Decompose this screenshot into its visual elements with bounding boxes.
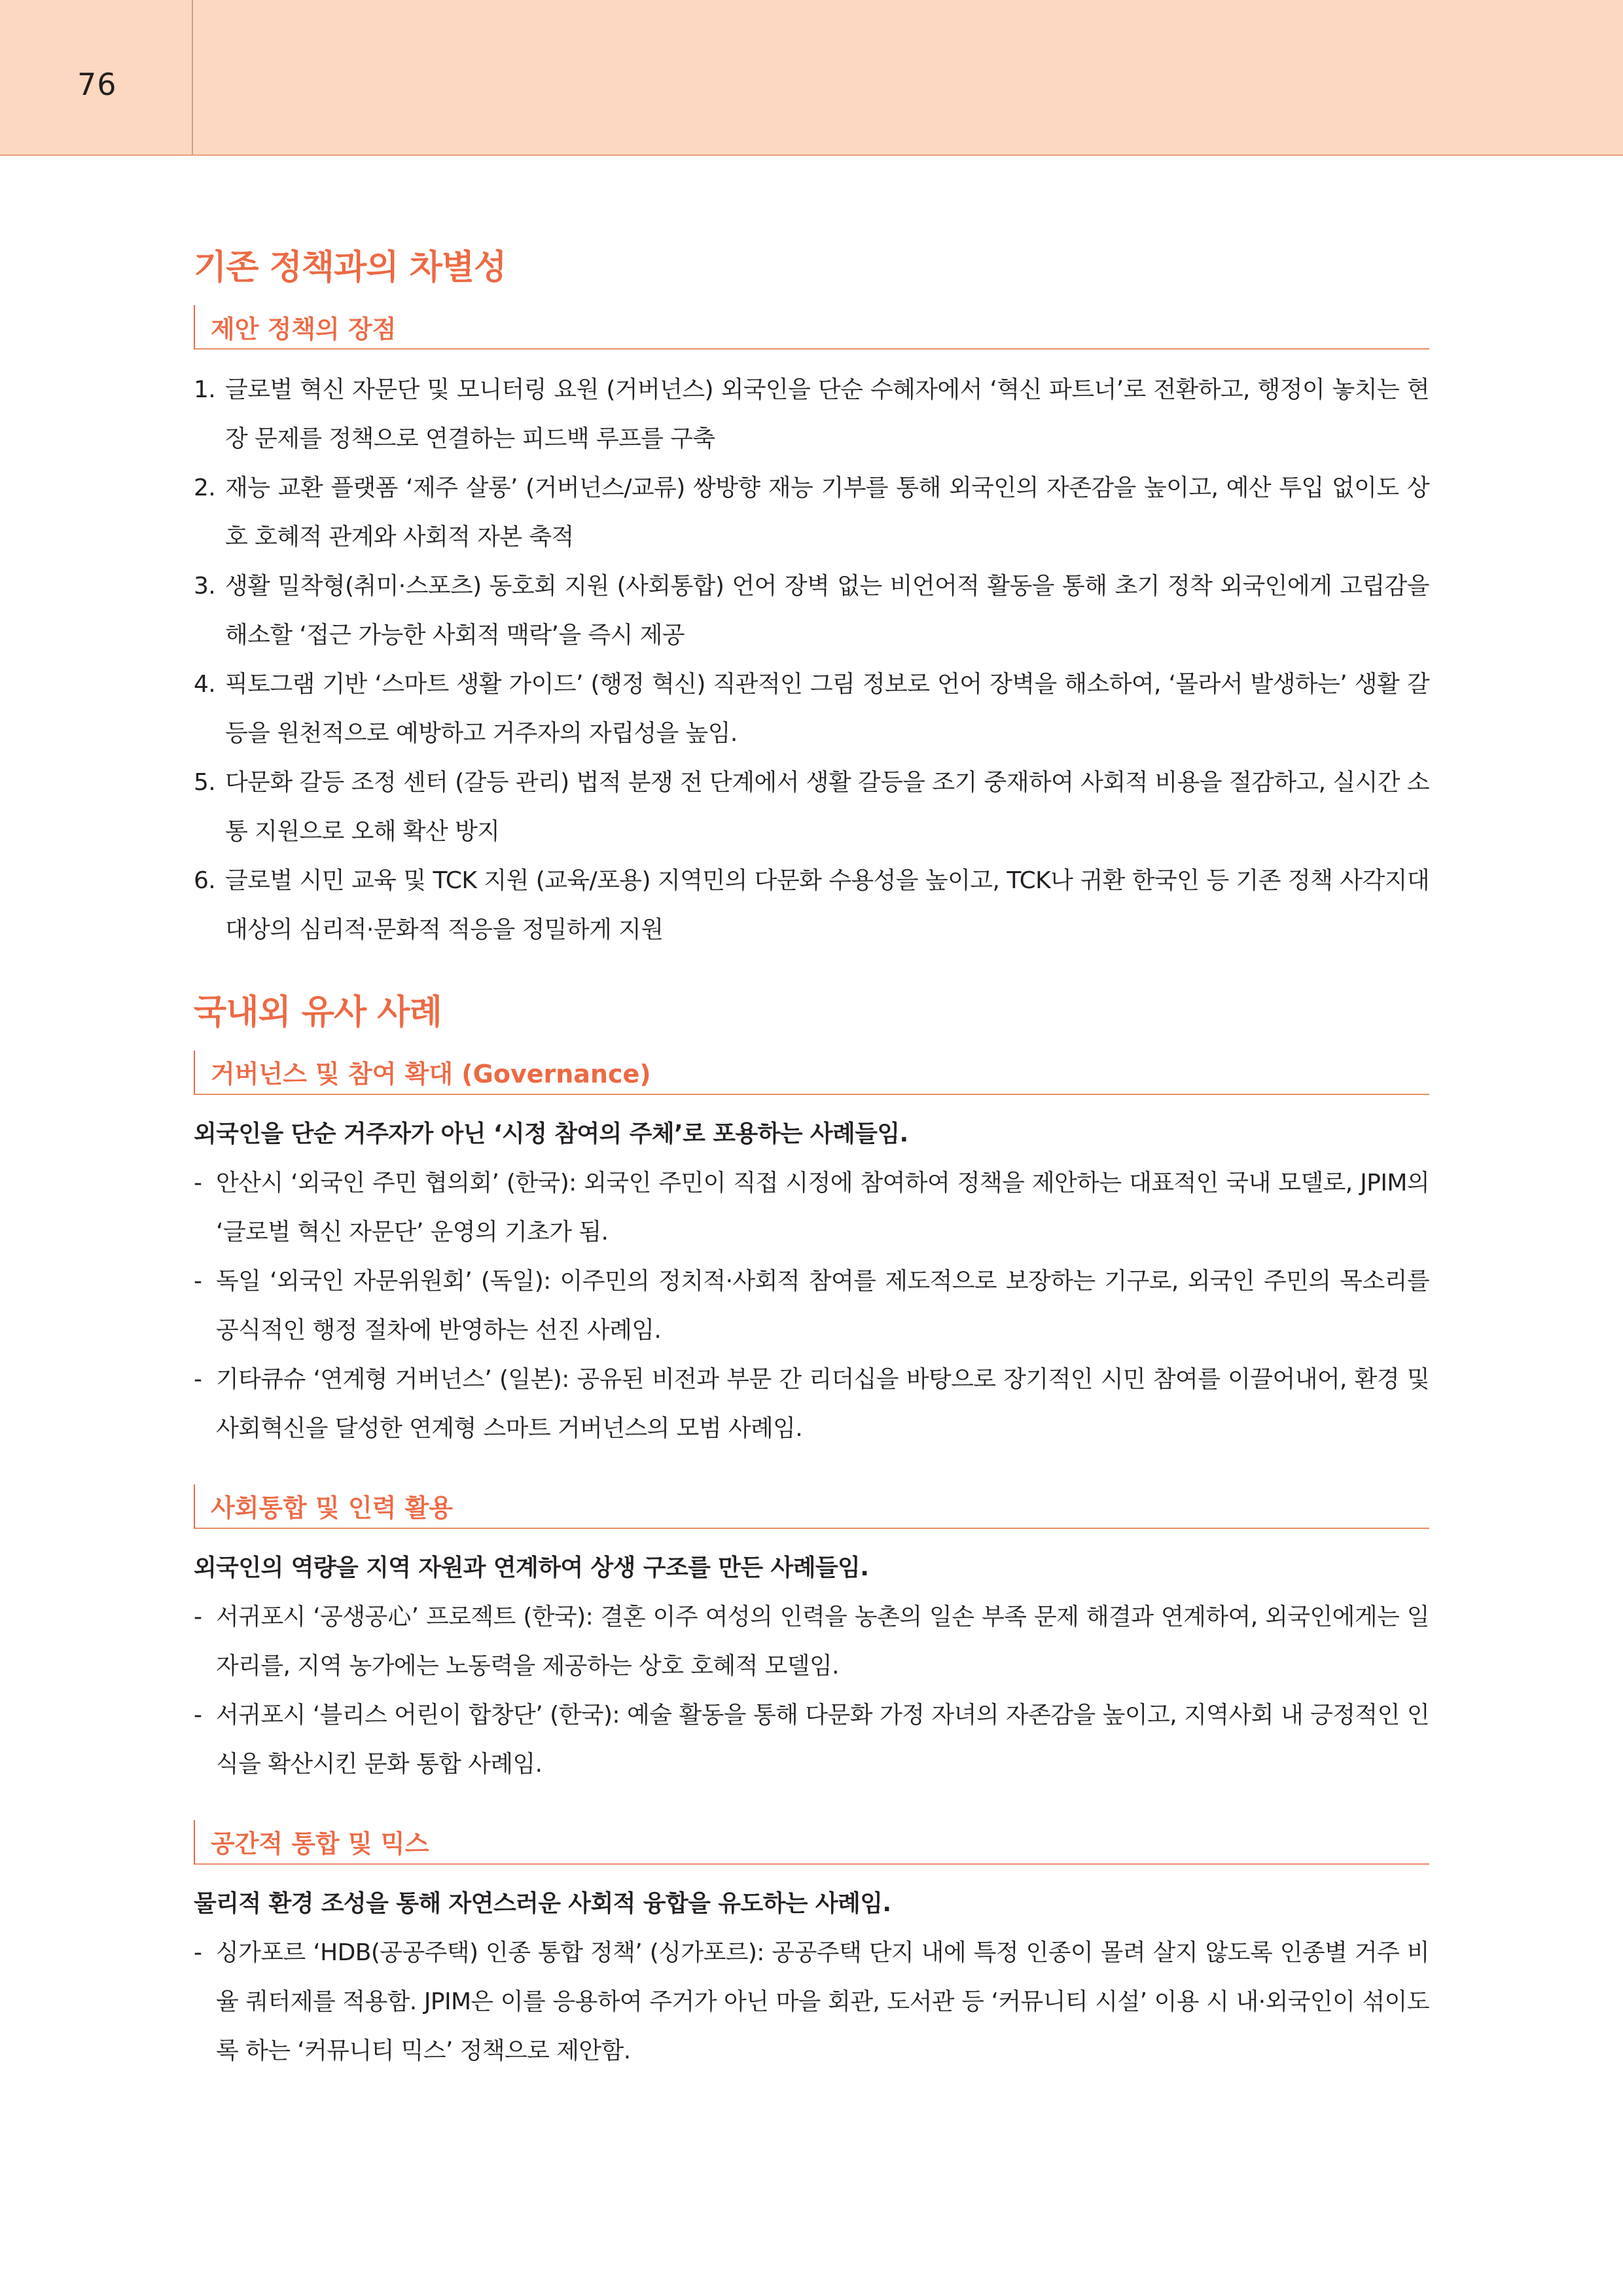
- list-item: - 서귀포시 ‘블리스 어린이 합창단’ (한국): 예술 활동을 통해 다문화 가정 자녀의 자존감을 높이고, 지역사회 내 긍정적인 인식을 확산시킨 문화 통합 사례임.: [194, 1701, 1429, 1778]
- section-title-differentiation: 기존 정책과의 차별성: [194, 248, 507, 287]
- advantages-list: [194, 365, 1429, 954]
- list-item-text: 재능 교환 플랫폼 ‘제주 살롱’ (거버넌스/교류) 쌍방향 재능 기부를 통해 외국인의 자존감을 높이고, 예산 투입 없이도 상호 호혜적 관계와 사회적 자본 축적: [225, 475, 1429, 551]
- list-item: - 싱가포르 ‘HDB(공공주택) 인종 통합 정책’ (싱가포르): 공공주택 단지 내에 특정 인종이 몰려 살지 않도록 인종별 거주 비율 쿼터제를 적용함. JPIM은 이를 응용하여 주거가 아닌 마을 회관, 도서관 등 ‘커뮤니티 시설’ 이용 시 내·외국인이 섞이도록 하는 ‘커뮤니티 믹스’ 정책으로 제안함.: [194, 1939, 1429, 2064]
- list-number: 4.: [194, 671, 216, 698]
- spatial-integration-cases-list: [194, 1928, 1429, 2075]
- lead-sentence: 외국인의 역량을 지역 자원과 연계하여 상생 구조를 만든 사례들임.: [194, 1554, 869, 1581]
- list-item: [194, 365, 1429, 463]
- list-item: - 독일 ‘외국인 자문위원회’ (독일): 이주민의 정치적·사회적 참여를 제도적으로 보장하는 기구로, 외국인 주민의 목소리를 공식적인 행정 절차에 반영하는 선진 사례임.: [194, 1267, 1429, 1344]
- list-item-text: 글로벌 혁신 자문단 및 모니터링 요원 (거버넌스) 외국인을 단순 수혜자에서 ‘혁신 파트너’로 전환하고, 행정이 놓치는 현장 문제를 정책으로 연결하는 피드백 루프를 구축: [225, 376, 1429, 453]
- list-item: [194, 562, 1429, 660]
- list-number: 5.: [194, 769, 216, 797]
- header-divider: [192, 0, 193, 154]
- list-item-text: 기타큐슈 ‘연계형 거버넌스’ (일본): 공유된 비전과 부문 간 리더십을 바탕으로 장기적인 시민 참여를 이끌어내어, 환경 및 사회혁신을 달성한 연계형 스마트 거버넌스의 모범 사례임.: [216, 1365, 1429, 1442]
- page-content: [194, 247, 1429, 2075]
- list-item: - 기타큐슈 ‘연계형 거버넌스’ (일본): 공유된 비전과 부문 간 리더십을 바탕으로 장기적인 시민 참여를 이끌어내어, 환경 및 사회혁신을 달성한 연계형 스마트 거버넌스의 모범 사례임.: [194, 1365, 1429, 1442]
- list-number: 3.: [194, 573, 216, 600]
- lead-sentence: 외국인을 단순 거주자가 아닌 ‘시정 참여의 주체’로 포용하는 사례들임.: [194, 1120, 908, 1147]
- list-item-text: 글로벌 시민 교육 및 TCK 지원 (교육/포용) 지역민의 다문화 수용성을 높이고, TCK나 귀환 한국인 등 기존 정책 사각지대 대상의 심리적·문화적 적응을 정밀하게 지원: [225, 867, 1429, 944]
- list-item-text: 서귀포시 ‘블리스 어린이 합창단’ (한국): 예술 활동을 통해 다문화 가정 자녀의 자존감을 높이고, 지역사회 내 긍정적인 인식을 확산시킨 문화 통합 사례임.: [216, 1701, 1429, 1778]
- list-item-text: 싱가포르 ‘HDB(공공주택) 인종 통합 정책’ (싱가포르): 공공주택 단지 내에 특정 인종이 몰려 살지 않도록 인종별 거주 비율 쿼터제를 적용함. JPIM은 이를 응용하여 주거가 아닌 마을 회관, 도서관 등 ‘커뮤니티 시설’ 이용 시 내·외국인이 섞이도록 하는 ‘커뮤니티 믹스’ 정책으로 제안함.: [216, 1939, 1429, 2064]
- list-item-text: 안산시 ‘외국인 주민 협의회’ (한국): 외국인 주민이 직접 시정에 참여하여 정책을 제안하는 대표적인 국내 모델로, JPIM의 ‘글로벌 혁신 자문단’ 운영의 기초가 됨.: [216, 1169, 1429, 1246]
- list-number: 2.: [194, 475, 216, 502]
- list-item: [194, 856, 1429, 954]
- list-item-text: 생활 밀착형(취미·스포츠) 동호회 지원 (사회통합) 언어 장벽 없는 비언어적 활동을 통해 초기 정착 외국인에게 고립감을 해소할 ‘접근 가능한 사회적 맥락’을 즉시 제공: [225, 573, 1429, 649]
- list-item-text: 서귀포시 ‘공생공心’ 프로젝트 (한국): 결혼 이주 여성의 인력을 농촌의 일손 부족 문제 해결과 연계하여, 외국인에게는 일자리를, 지역 농가에는 노동력을 제공하는 상호 호혜적 모델임.: [216, 1603, 1429, 1679]
- list-item: - 서귀포시 ‘공생공心’ 프로젝트 (한국): 결혼 이주 여성의 인력을 농촌의 일손 부족 문제 해결과 연계하여, 외국인에게는 일자리를, 지역 농가에는 노동력을 제공하는 상호 호혜적 모델임.: [194, 1603, 1429, 1679]
- list-item-text: 픽토그램 기반 ‘스마트 생활 가이드’ (행정 혁신) 직관적인 그림 정보로 언어 장벽을 해소하여, ‘몰라서 발생하는’ 생활 갈등을 원천적으로 예방하고 거주자의 자립성을 높임.: [225, 671, 1429, 747]
- list-number: 1.: [194, 376, 216, 404]
- social-integration-cases-list: [194, 1592, 1429, 1789]
- subheading-social-integration: 사회통합 및 인력 활용: [194, 1484, 1429, 1529]
- list-item: [194, 758, 1429, 856]
- list-item-text: 다문화 갈등 조정 센터 (갈등 관리) 법적 분쟁 전 단계에서 생활 갈등을 조기 중재하여 사회적 비용을 절감하고, 실시간 소통 지원으로 오해 확산 방지: [225, 769, 1429, 846]
- subheading-spatial-integration: 공간적 통합 및 믹스: [194, 1820, 1429, 1865]
- lead-sentence: 물리적 환경 조성을 통해 자연스러운 사회적 융합을 유도하는 사례임.: [194, 1890, 891, 1917]
- list-item: [194, 660, 1429, 758]
- governance-cases-list: [194, 1158, 1429, 1453]
- list-item: [194, 463, 1429, 562]
- subheading-advantages: 제안 정책의 장점: [194, 305, 1429, 350]
- list-item: - 안산시 ‘외국인 주민 협의회’ (한국): 외국인 주민이 직접 시정에 참여하여 정책을 제안하는 대표적인 국내 모델로, JPIM의 ‘글로벌 혁신 자문단’ 운영의 기초가 됨.: [194, 1169, 1429, 1246]
- subheading-governance: 거버넌스 및 참여 확대 (Governance): [194, 1050, 1429, 1095]
- section-title-similar-cases: 국내외 유사 사례: [194, 993, 442, 1033]
- header-band: [0, 0, 1623, 156]
- list-number: 6.: [194, 867, 216, 895]
- page-number: 76: [77, 67, 117, 102]
- list-item-text: 독일 ‘외국인 자문위원회’ (독일): 이주민의 정치적·사회적 참여를 제도적으로 보장하는 기구로, 외국인 주민의 목소리를 공식적인 행정 절차에 반영하는 선진 사례임.: [216, 1267, 1429, 1344]
